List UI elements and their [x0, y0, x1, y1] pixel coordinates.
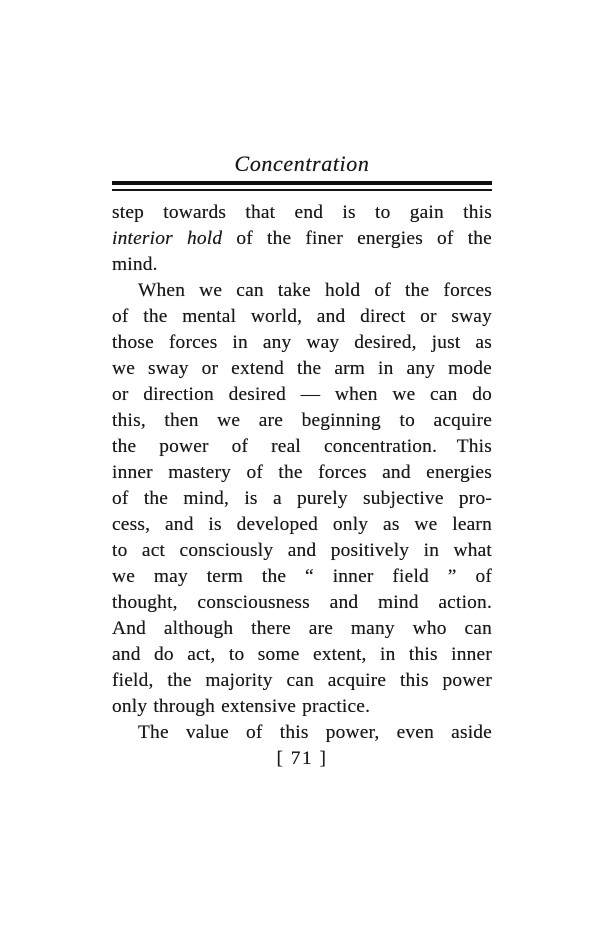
text-line: When we can take hold of the forces [138, 280, 492, 301]
text-line: of the mind, is a purely subjective pro- [112, 488, 492, 509]
text-line: this, then we are beginning to acquire [112, 410, 492, 431]
text-line: or direction desired — when we can do [112, 384, 492, 405]
text-block [112, 150, 492, 772]
text-line: mind. [112, 254, 158, 275]
page-title: Concentration [234, 151, 370, 176]
text-line: to act consciously and positively in what [112, 540, 492, 561]
body-text [112, 200, 492, 746]
running-head [112, 150, 492, 178]
text-line: and do act, to some extent, in this inner [112, 644, 492, 665]
text-line: thought, consciousness and mind action. [112, 592, 492, 613]
text-line: we sway or extend the arm in any mode [112, 358, 492, 379]
text-line: step towards that end is to gain this [112, 202, 492, 223]
text-line: only through extensive practice. [112, 696, 371, 717]
header-rule-thick [112, 181, 492, 185]
header-rule-thin [112, 189, 492, 191]
text-line: interior hold of the finer energies of the [112, 228, 492, 249]
text-line: the power of real concentration. This [112, 436, 492, 457]
text-line: we may term the “ inner field ” of [112, 566, 492, 587]
text-line: And although there are many who can [112, 618, 492, 639]
text-line: of the mental world, and direct or sway [112, 306, 492, 327]
text-line: those forces in any way desired, just as [112, 332, 492, 353]
text-line: The value of this power, even aside [138, 722, 492, 743]
page-number: [ 71 ] [276, 748, 328, 769]
text-line: field, the majority can acquire this power [112, 670, 492, 691]
text-line: inner mastery of the forces and energies [112, 462, 492, 483]
text-line: cess, and is developed only as we learn [112, 514, 492, 535]
